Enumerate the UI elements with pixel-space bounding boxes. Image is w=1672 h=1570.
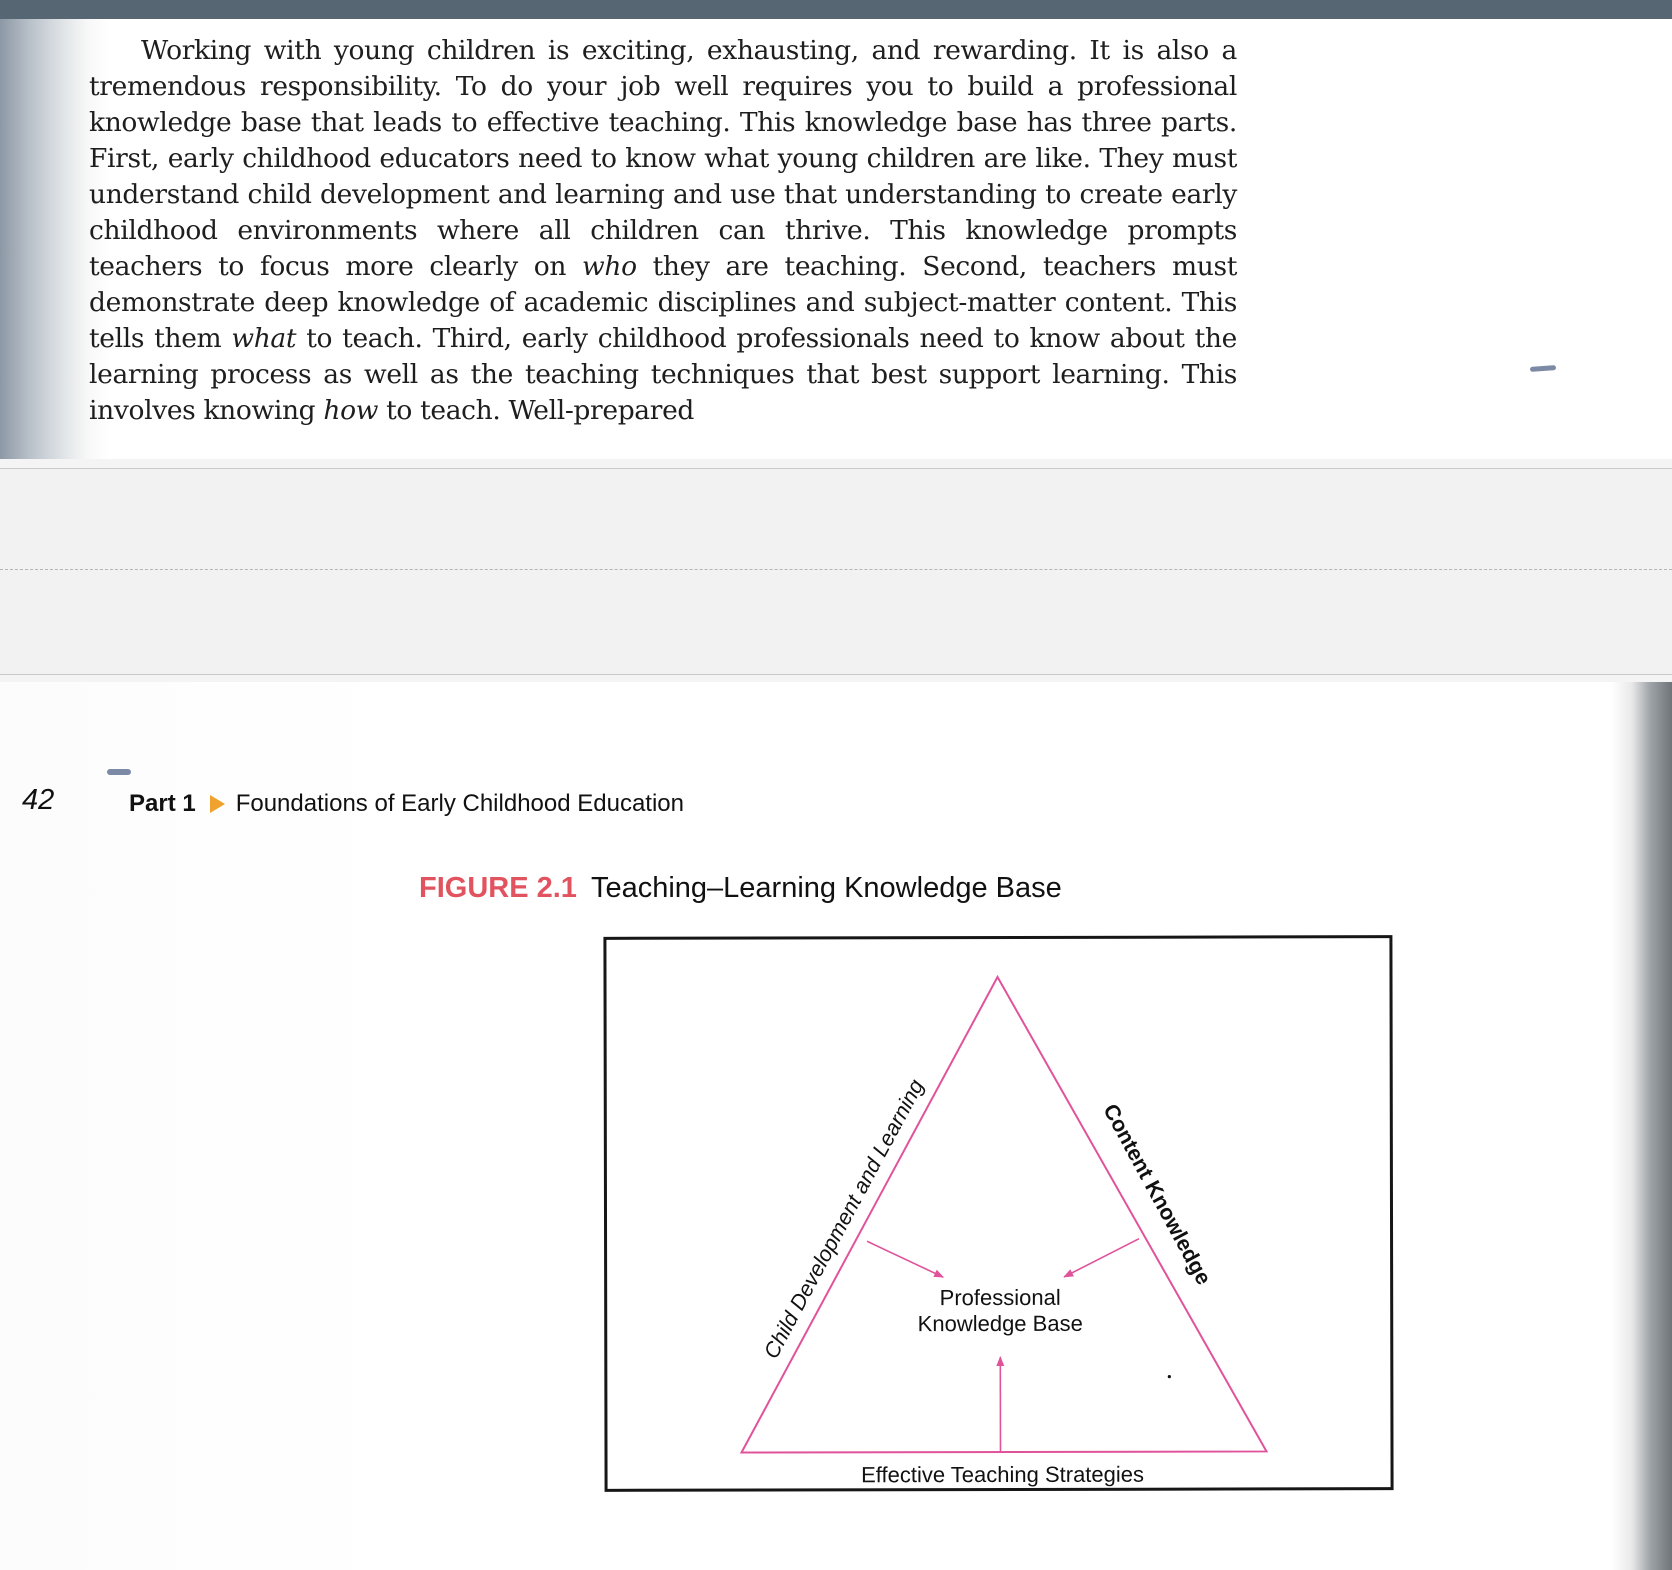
left-side-label: Child Development and Learning [759, 1075, 929, 1363]
page-top-scan [0, 19, 1672, 459]
knowledge-triangle [741, 976, 1267, 1452]
arrow-from-content-knowledge [1064, 1239, 1139, 1277]
bottom-side-label: Effective Teaching Strategies [861, 1461, 1145, 1488]
knowledge-base-diagram [606, 938, 1390, 1489]
right-side-label: Content Knowledge [1098, 1099, 1216, 1289]
figure-frame [603, 935, 1393, 1492]
paragraph-text-2: they are teaching. Second, teachers must demonstrate deep knowledge of academic disciplines and subject-matter content. This tells them [89, 251, 1238, 354]
scan-dot [1168, 1375, 1171, 1378]
paragraph-text-4: to teach. Well-prepared [378, 395, 695, 426]
emphasis-what: what [231, 323, 297, 354]
page-number: 42 [22, 784, 55, 816]
emphasis-how: how [323, 395, 379, 426]
center-label-line1: Professional [939, 1284, 1061, 1311]
arrow-from-child-development [867, 1241, 943, 1277]
chapter-title: Foundations of Early Childhood Education [235, 790, 684, 817]
part-label: Part 1 [129, 790, 196, 817]
running-head [129, 790, 684, 818]
paragraph-text-3: to teach. Third, early childhood professionals need to know about the learning process as well as the teaching techniques that best support learning. This involves knowing [89, 323, 1237, 426]
top-bar [0, 0, 1672, 19]
emphasis-who: who [582, 251, 637, 282]
body-paragraph [89, 33, 1237, 429]
page-bottom-scan [0, 682, 1672, 1570]
triangle-arrow-icon [210, 795, 225, 813]
scan-fleck [1530, 365, 1556, 372]
scan-fleck-2 [107, 769, 131, 775]
figure-label: FIGURE 2.1 [419, 872, 577, 904]
paragraph-text-1: Working with young children is exciting, exhausting, and rewarding. It is also a tremendous responsibility. To do your job well requires you to build a professional knowledge base that leads to effective teaching. This knowledge base has three parts. First, early childhood educators need to know what young children are like. They must understand child development and learning and use that understanding to create early childhood environments where all children can thrive. This knowledge prompts teachers to focus more clearly on [89, 35, 1237, 282]
figure-title: Teaching–Learning Knowledge Base [590, 872, 1062, 904]
page-gap [0, 468, 1672, 675]
figure-caption [419, 872, 1062, 905]
center-label-line2: Knowledge Base [917, 1310, 1083, 1337]
page-break-divider [0, 569, 1672, 570]
